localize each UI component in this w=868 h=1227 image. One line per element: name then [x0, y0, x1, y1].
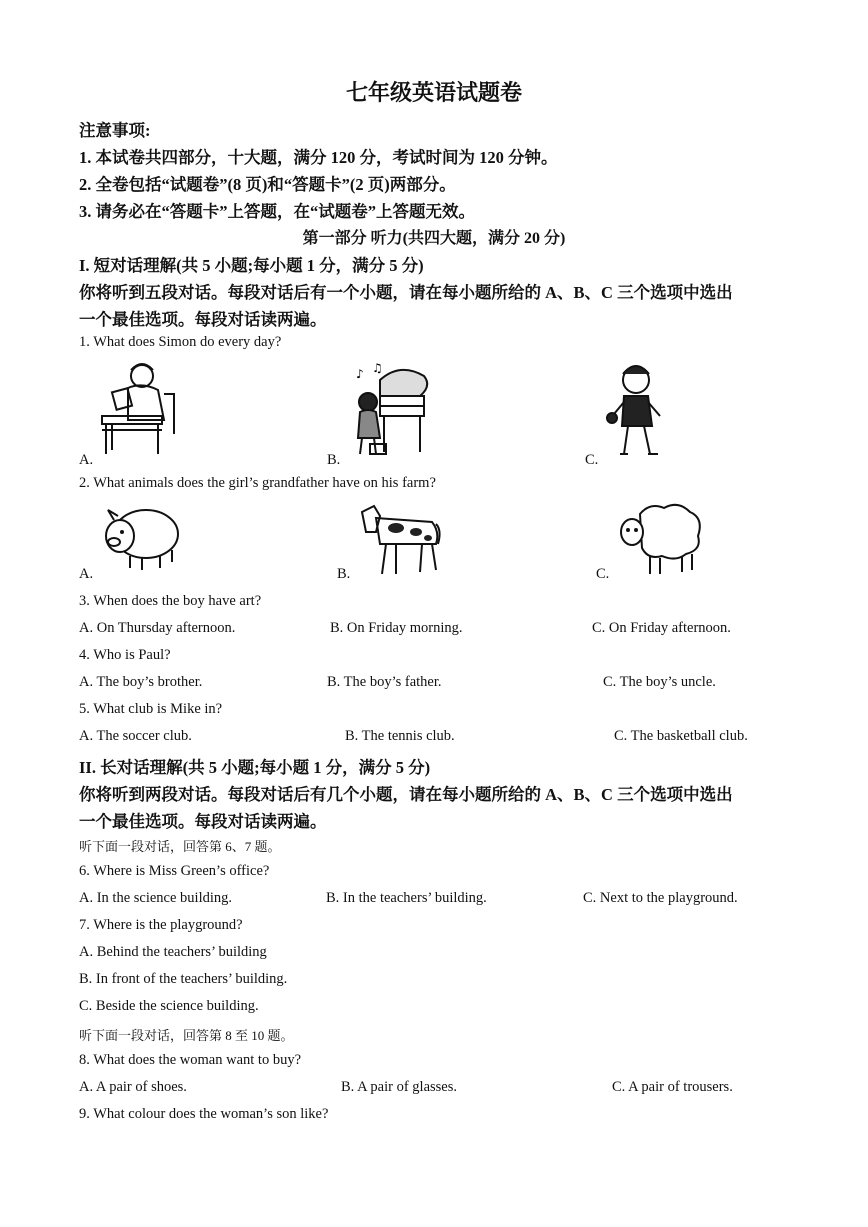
note-item-1: 1. 本试卷共四部分，十大题，满分 120 分，考试时间为 120 分钟。: [79, 148, 558, 167]
girl-playing-piano-picture: [350, 362, 432, 458]
section2-heading: II. 长对话理解(共 5 小题;每小题 1 分，满分 5 分): [79, 758, 431, 777]
dialog2-note: 听下面一段对话，回答第 8 至 10 题。: [79, 1028, 294, 1043]
note-item-2: 2. 全卷包括“试题卷”(8 页)和“答题卡”(2 页)两部分。: [79, 175, 456, 194]
q4-option-c: C. The boy’s uncle.: [603, 674, 716, 690]
q2-option-a: A.: [79, 566, 94, 582]
question-5: 5. What club is Mike in?: [79, 701, 223, 717]
q8-option-a: A. A pair of shoes.: [79, 1079, 187, 1095]
dialog1-note: 听下面一段对话，回答第 6、7 题。: [79, 839, 281, 854]
q7-option-c: C. Beside the science building.: [79, 998, 259, 1014]
q4-option-a: A. The boy’s brother.: [79, 674, 203, 690]
question-9: 9. What colour does the woman’s son like?: [79, 1106, 329, 1122]
boy-reading-at-desk-picture: [98, 358, 178, 458]
q1-option-c: C.: [585, 452, 599, 468]
cow-picture: [356, 502, 444, 578]
note-item-3: 3. 请务必在“答题卡”上答题，在“试题卷”上答题无效。: [79, 202, 475, 221]
section2-instruction-line2: 一个最佳选项。每段对话读两遍。: [79, 812, 327, 831]
q1-option-a: A.: [79, 452, 94, 468]
q8-option-b: B. A pair of glasses.: [341, 1079, 457, 1095]
question-8: 8. What does the woman want to buy?: [79, 1052, 302, 1068]
section2-instruction-line1: 你将听到两段对话。每段对话后有几个小题，请在每小题所给的 A、B、C 三个选项中选出: [79, 785, 733, 804]
section1-instruction-line1: 你将听到五段对话。每段对话后有一个小题，请在每小题所给的 A、B、C 三个选项中选出: [79, 283, 733, 302]
pig-picture: [100, 502, 182, 572]
svg-text:♪: ♪: [356, 367, 364, 381]
question-1: 1. What does Simon do every day?: [79, 334, 282, 350]
q2-option-b: B.: [337, 566, 351, 582]
section1-instruction-line2: 一个最佳选项。每段对话读两遍。: [79, 310, 327, 329]
boy-playing-ping-pong-picture: [606, 362, 670, 460]
q6-option-c: C. Next to the playground.: [583, 890, 738, 906]
part1-heading: 第一部分 听力(共四大题，满分 20 分): [302, 230, 566, 247]
q6-option-b: B. In the teachers’ building.: [326, 890, 487, 906]
q1-option-b: B.: [327, 452, 341, 468]
question-7: 7. Where is the playground?: [79, 917, 243, 933]
q7-option-a: A. Behind the teachers’ building: [79, 944, 267, 960]
question-4: 4. Who is Paul?: [79, 647, 171, 663]
q5-option-a: A. The soccer club.: [79, 728, 192, 744]
page-title: 七年级英语试题卷: [345, 80, 522, 105]
svg-text:♫: ♫: [372, 362, 383, 375]
q3-option-a: A. On Thursday afternoon.: [79, 620, 236, 636]
q6-option-a: A. In the science building.: [79, 890, 233, 906]
q5-option-b: B. The tennis club.: [345, 728, 455, 744]
section1-heading: I. 短对话理解(共 5 小题;每小题 1 分，满分 5 分): [79, 256, 424, 275]
q4-option-b: B. The boy’s father.: [327, 674, 442, 690]
notes-heading: 注意事项:: [79, 121, 151, 140]
question-3: 3. When does the boy have art?: [79, 593, 262, 609]
q3-option-b: B. On Friday morning.: [330, 620, 463, 636]
q5-option-c: C. The basketball club.: [614, 728, 748, 744]
sheep-picture: [616, 500, 706, 578]
q7-option-b: B. In front of the teachers’ building.: [79, 971, 288, 987]
q8-option-c: C. A pair of trousers.: [612, 1079, 733, 1095]
q2-option-c: C.: [596, 566, 610, 582]
question-6: 6. Where is Miss Green’s office?: [79, 863, 270, 879]
question-2: 2. What animals does the girl’s grandfather have on his farm?: [79, 475, 436, 491]
q3-option-c: C. On Friday afternoon.: [592, 620, 731, 636]
